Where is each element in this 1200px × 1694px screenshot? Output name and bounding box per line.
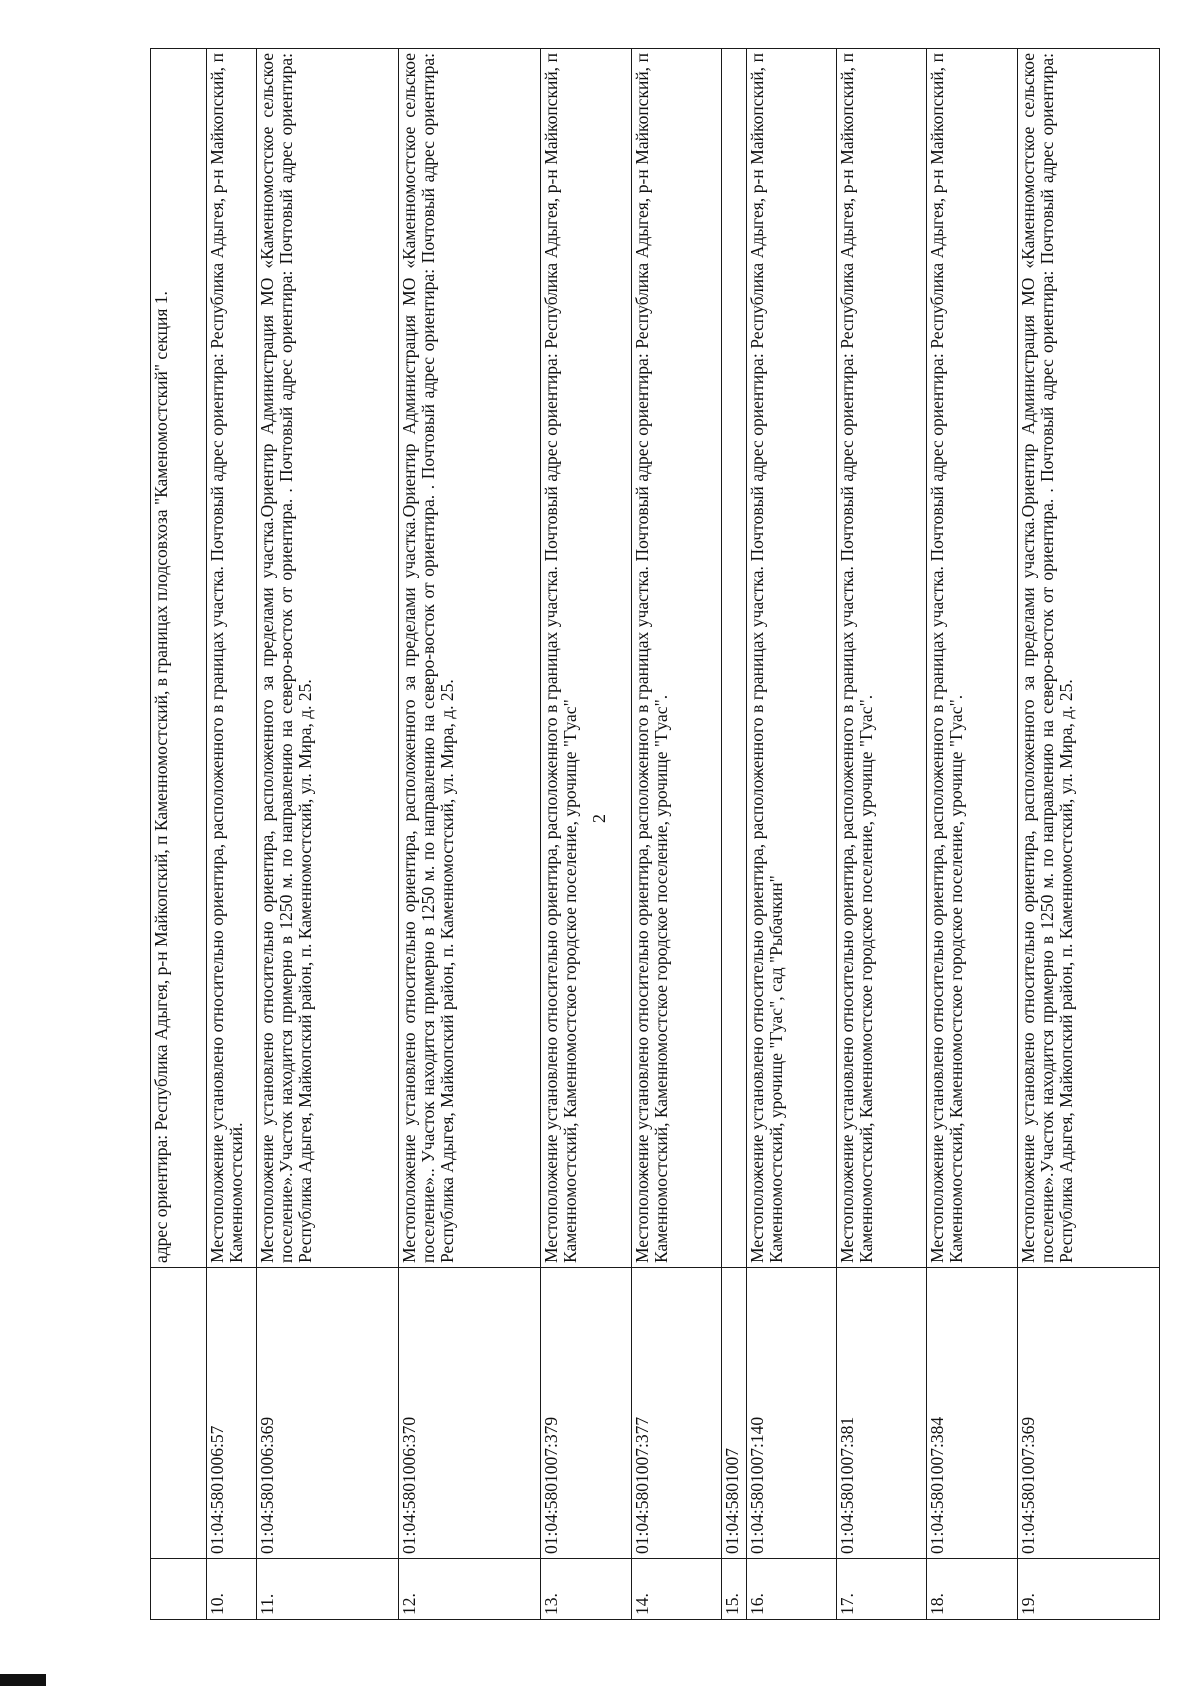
rotated-table-container bbox=[150, 48, 1160, 1620]
table-row bbox=[257, 49, 399, 1620]
row-number: 16. bbox=[746, 1559, 836, 1620]
table-row bbox=[207, 49, 257, 1620]
cadastral-number: 01:04:5801007:381 bbox=[837, 1268, 927, 1559]
location-description: Местоположение установлено относительно ориентира, расположенного за пределами участка.Ориентир Администрация МО «Каменномостское сельское поселение».Участок находится примерно в 1250 м. по направлению на северо-восток от ориентира. . Почтовый адрес ориентира: Почтовый адрес ориентира: Республика Адыгея, Майкопский район, п. Каменномостский, ул. Мира, д. 25. bbox=[1017, 49, 1159, 1268]
location-description: Местоположение установлено относительно ориентира, расположенного в границах участка. Почтовый адрес ориентира: Республика Адыгея, р-н Майкопский, п Каменномостский, Каменномостское городское поселение, урочище "Гуас" bbox=[541, 49, 631, 1268]
cadastral-number: 01:04:5801006:57 bbox=[207, 1268, 257, 1559]
row-number: 14. bbox=[631, 1559, 721, 1620]
cadastral-number: 01:04:5801006:369 bbox=[257, 1268, 399, 1559]
location-description: Местоположение установлено относительно ориентира, расположенного в границах участка. Почтовый адрес ориентира: Республика Адыгея, р-н Майкопский, п Каменномостский, Каменномостское городское поселение, урочище "Гуас". bbox=[631, 49, 721, 1268]
table-row bbox=[631, 49, 721, 1620]
row-number: 13. bbox=[541, 1559, 631, 1620]
row-number: 10. bbox=[207, 1559, 257, 1620]
cadastral-number: 01:04:5801007:379 bbox=[541, 1268, 631, 1559]
cadastral-number: 01:04:5801006:370 bbox=[399, 1268, 541, 1559]
table-row bbox=[927, 49, 1017, 1620]
cadastral-number bbox=[151, 1268, 207, 1559]
cadastral-number: 01:04:5801007 bbox=[722, 1268, 747, 1559]
table-row bbox=[151, 49, 207, 1620]
row-number: 19. bbox=[1017, 1559, 1159, 1620]
location-description: Местоположение установлено относительно ориентира, расположенного в границах участка. Почтовый адрес ориентира: Республика Адыгея, р-н Майкопский, п Каменномостский. bbox=[207, 49, 257, 1268]
table-row bbox=[837, 49, 927, 1620]
row-number: 12. bbox=[399, 1559, 541, 1620]
table-row bbox=[541, 49, 631, 1620]
scan-edge-mark bbox=[0, 1674, 46, 1686]
cadastral-number: 01:04:5801007:369 bbox=[1017, 1268, 1159, 1559]
table-row bbox=[399, 49, 541, 1620]
page-number: 2 bbox=[589, 814, 609, 823]
table-row bbox=[746, 49, 836, 1620]
location-description: Местоположение установлено относительно ориентира, расположенного в границах участка. Почтовый адрес ориентира: Республика Адыгея, р-н Майкопский, п Каменномостский, Каменномостское городское поселение, урочище "Гуас". bbox=[927, 49, 1017, 1268]
location-description bbox=[722, 49, 747, 1268]
location-description: адрес ориентира: Республика Адыгея, р-н Майкопский, п Каменномостский, в границах плодсовхоза "Каменомостский" секция 1. bbox=[151, 49, 207, 1268]
row-number: 15. bbox=[722, 1559, 747, 1620]
location-description: Местоположение установлено относительно ориентира, расположенного в границах участка. Почтовый адрес ориентира: Республика Адыгея, р-н Майкопский, п Каменномостский, урочище "Гуас", сад "Рыбачкин" bbox=[746, 49, 836, 1268]
table-row bbox=[1017, 49, 1159, 1620]
location-description: Местоположение установлено относительно ориентира, расположенного за пределами участка.Ориентир Администрация МО «Каменномостское сельское поселение».. Участок находится примерно в 1250 м. по направлению на северо-восток от ориентира. . Почтовый адрес ориентира: Почтовый адрес ориентира: Республика Адыгея, Майкопский район, п. Каменномостский, ул. Мира, д. 25. bbox=[399, 49, 541, 1268]
parcel-table bbox=[150, 48, 1160, 1620]
cadastral-number: 01:04:5801007:377 bbox=[631, 1268, 721, 1559]
row-number: 18. bbox=[927, 1559, 1017, 1620]
row-number: 17. bbox=[837, 1559, 927, 1620]
cadastral-number: 01:04:5801007:384 bbox=[927, 1268, 1017, 1559]
cadastral-number: 01:04:5801007:140 bbox=[746, 1268, 836, 1559]
row-number bbox=[151, 1559, 207, 1620]
location-description: Местоположение установлено относительно ориентира, расположенного за пределами участка.Ориентир Администрация МО «Каменномостское сельское поселение».Участок находится примерно в 1250 м. по направлению на северо-восток от ориентира. . Почтовый адрес ориентира: Почтовый адрес ориентира: Республика Адыгея, Майкопский район, п. Каменномостский, ул. Мира, д. 25. bbox=[257, 49, 399, 1268]
table-row bbox=[722, 49, 747, 1620]
location-description: Местоположение установлено относительно ориентира, расположенного в границах участка. Почтовый адрес ориентира: Республика Адыгея, р-н Майкопский, п Каменномостский, Каменномостское городское поселение, урочище "Гуас". bbox=[837, 49, 927, 1268]
row-number: 11. bbox=[257, 1559, 399, 1620]
